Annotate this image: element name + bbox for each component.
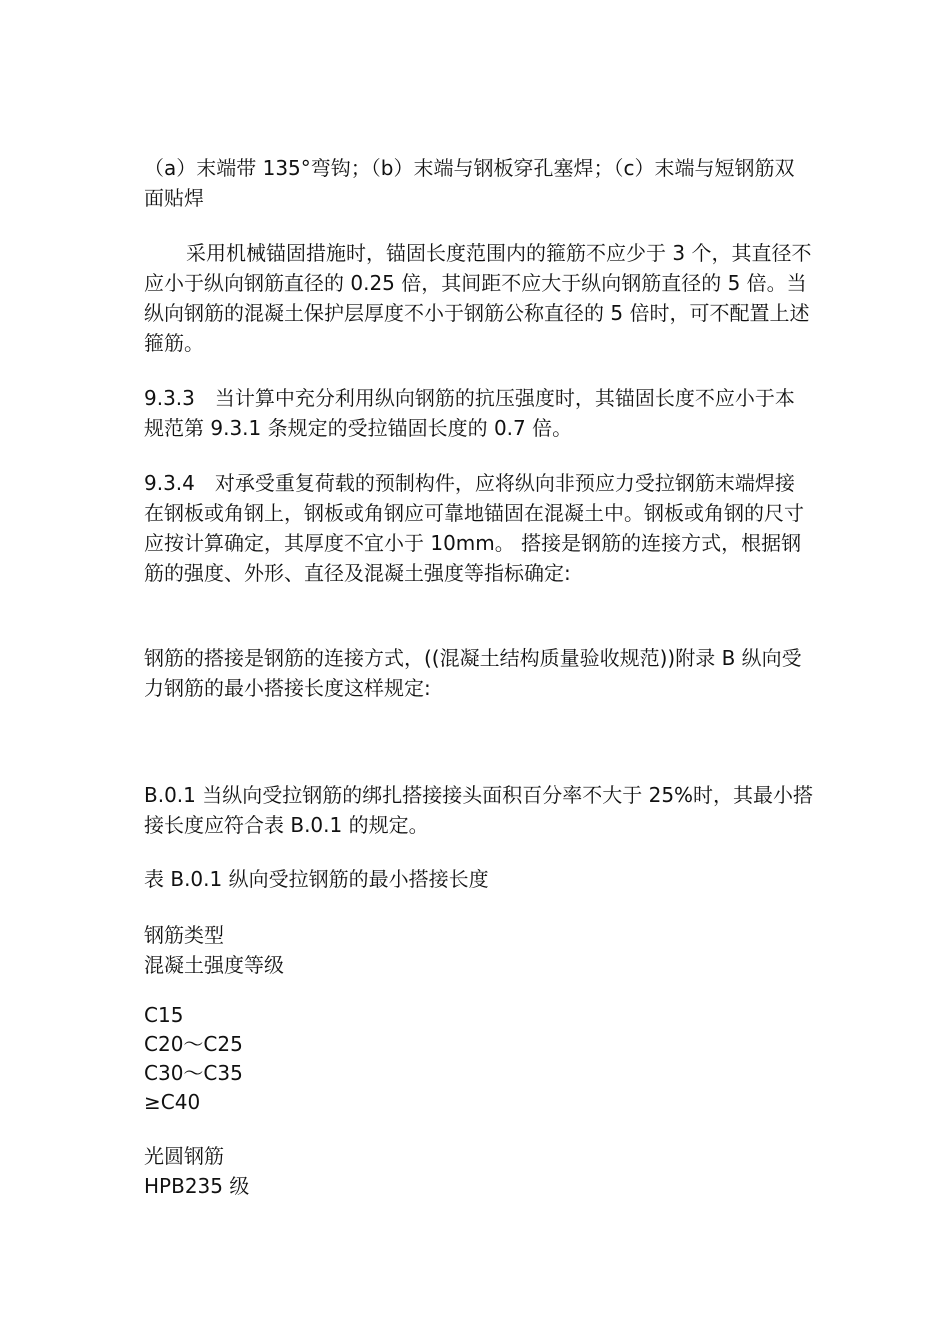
- clause-b-0-1: B.0.1 当纵向受拉钢筋的绑扎搭接接头面积百分率不大于 25%时，其最小搭接长度应符合表 B.0.1 的规定。: [144, 783, 814, 837]
- grade-c40-plus: ≥C40: [144, 1090, 201, 1114]
- clause-9-3-4: 9.3.4 对承受重复荷载的预制构件，应将纵向非预应力受拉钢筋末端焊接在钢板或角钢上，钢板或角钢应可靠地锚固在混凝土中。钢板或角钢的尺寸应按计算确定，其厚度不宜小于 10mm。 搭接是钢筋的连接方式，根据钢筋的强度、外形、直径及混凝土强度等指标确定:: [144, 471, 804, 585]
- grade-c15: C15: [144, 1003, 184, 1027]
- table-title: 表 B.0.1 纵向受拉钢筋的最小搭接长度: [144, 867, 489, 891]
- rebar-hpb235: HPB235 级: [144, 1174, 250, 1198]
- rebar-type-row: [144, 1141, 814, 1201]
- header-rebar-type: 钢筋类型: [144, 923, 224, 947]
- figure-caption-anchorage-types: （a）末端带 135°弯钩；（b）末端与钢板穿孔塞焊；（c）末端与短钢筋双面贴焊: [144, 156, 795, 210]
- grade-c20-c25: C20～C25: [144, 1032, 243, 1056]
- clause-9-3-3: 9.3.3 当计算中充分利用纵向钢筋的抗压强度时，其锚固长度不应小于本规范第 9.3.1 条规定的受拉锚固长度的 0.7 倍。: [144, 386, 795, 440]
- rebar-plain-round: 光圆钢筋: [144, 1144, 224, 1168]
- paragraph-lap-splice: 钢筋的搭接是钢筋的连接方式，((混凝土结构质量验收规范))附录 B 纵向受力钢筋的最小搭接长度这样规定:: [144, 646, 802, 700]
- paragraph-mechanical-anchorage: 采用机械锚固措施时，锚固长度范围内的箍筋不应少于 3 个，其直径不应小于纵向钢筋直径的 0.25 倍，其间距不应大于纵向钢筋直径的 5 倍。当纵向钢筋的混凝土保护层厚度不小于钢筋公称直径的 5 倍时，可不配置上述箍筋。: [144, 241, 812, 355]
- concrete-grade-list: [144, 1001, 814, 1117]
- table-header: [144, 920, 814, 980]
- header-concrete-grade: 混凝土强度等级: [144, 953, 284, 977]
- grade-c30-c35: C30～C35: [144, 1061, 243, 1085]
